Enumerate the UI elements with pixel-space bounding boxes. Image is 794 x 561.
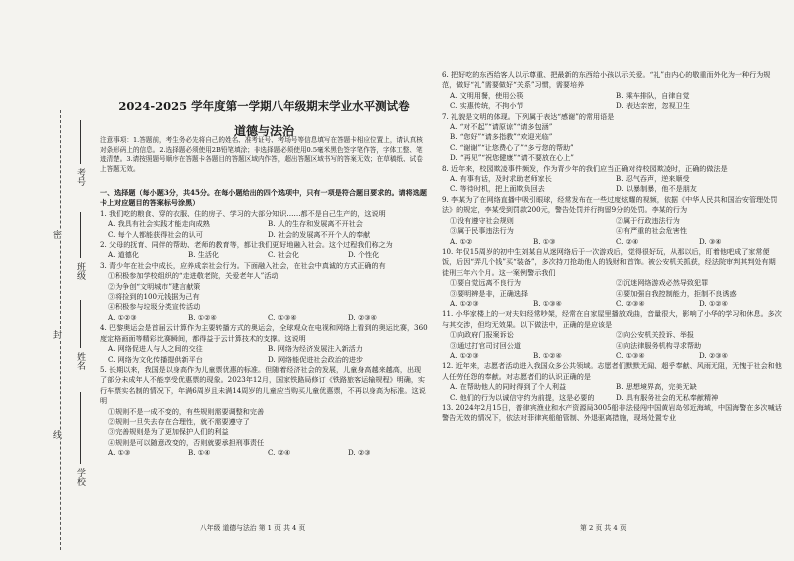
option-c[interactable]: C. “谢谢”“让您费心了”“多亏您的帮助” bbox=[450, 142, 574, 152]
option-a[interactable]: A. 我具有社会实践才能走向成熟 bbox=[108, 219, 210, 229]
statement: ④向法律服务机构寻求帮助 bbox=[616, 340, 702, 350]
statement: ①没有遵守社会规则 bbox=[450, 215, 514, 225]
binding-strip bbox=[0, 0, 96, 561]
option-d[interactable]: D. 社会的发展离不开个人的奉献 bbox=[268, 229, 371, 239]
option-d[interactable]: D. 个性化 bbox=[348, 250, 380, 260]
option-d[interactable]: D. ③④ bbox=[699, 236, 722, 246]
option-d[interactable]: D. ②③④ bbox=[348, 312, 378, 322]
option-a[interactable]: A. “对不起”“请原谅”“请多包涵” bbox=[450, 122, 553, 132]
school-blank[interactable] bbox=[80, 392, 81, 464]
question-stem: 13. 2024年2月15日，普律宾渔业和水产资源局3005船非法侵闯中国黄岩岛邻近海域，中国海警在多次喊话警告无效的情况下，依法对菲律宾船舶管制、外退驱离措施，现场处置专业 bbox=[442, 403, 782, 423]
statement: ③将捡到的100元钱据为己有 bbox=[108, 292, 200, 302]
class-blank[interactable] bbox=[80, 212, 81, 258]
exam-no-blank[interactable] bbox=[80, 120, 81, 164]
exam-subject: 道德与法治 bbox=[233, 124, 294, 138]
option-b[interactable]: B. ①③ bbox=[533, 236, 556, 246]
option-c[interactable]: C. 他们的行为以诚信守约为前提，这是必要的 bbox=[450, 392, 595, 402]
option-a[interactable]: A. ①②③ bbox=[450, 298, 479, 308]
page-footer-left: 八年级 道德与法治 第 1 页 共 4 页 bbox=[200, 524, 306, 532]
option-a[interactable]: A. 有事有话，及时求助老师家长 bbox=[450, 174, 552, 184]
question-10 bbox=[442, 247, 782, 309]
option-b[interactable]: B. ①③④ bbox=[533, 298, 562, 308]
question-8 bbox=[442, 164, 782, 195]
statement: ③要明辨是非，正确选择 bbox=[450, 288, 529, 298]
question-stem: 6. 把好吃的东西给客人以示尊重、把最新的东西给小孩以示关爱。“礼”由内心的敬重而外化为一种行为规范，做好“礼”需要做好“关系”习惯，需要培养 bbox=[442, 70, 771, 90]
statement: ②沉迷网络游戏必然导致犯罪 bbox=[616, 278, 709, 288]
option-d[interactable]: D. 具有服务社会的无私奉献精神 bbox=[616, 392, 719, 402]
exam-notice: 注意事项：1.答题前，考生务必先将自己的姓名、准考证号、考场号等信息填写在答题卡相应位置上，请认真核对条形码上的信息。2.选择题必须使用2B铅笔填涂；非选择题必须使用0.5毫米黑色签字笔作答，字体工整、笔迹清楚。3.请按照题号顺序在答题卡各题目的答题区域内作答，超出答题区域书写的答案无效；在草稿纸、试卷上答题无效。 bbox=[100, 136, 423, 173]
option-c[interactable]: C. ①③④ bbox=[616, 350, 645, 360]
option-b[interactable]: B. 忍气吞声，逆来顺受 bbox=[616, 174, 690, 184]
question-11 bbox=[442, 309, 782, 361]
option-c[interactable]: C. 社会化 bbox=[268, 250, 299, 260]
question-stem: 8. 近年来，校园欺凌事件频发，作为青少年的我们应当正确对待校园欺凌时，正确的做法是 bbox=[442, 163, 728, 173]
question-stem: 9. 李某为了在网络直播中吸引眼球，经常发布在一些过度炫耀的视频，依据《中华人民共和国治安管理处罚法》的规定，李某受到罚款200元，警告处罚并行拘留9分的处罚。李某的行为 bbox=[442, 194, 778, 215]
option-b[interactable]: B. ①②④ bbox=[188, 312, 217, 322]
statement: ②为争创“文明城市”建言献策 bbox=[108, 281, 201, 291]
question-stem: 4. 巴黎奥运会是首届云计算作为主要转播方式的奥运会，全球观众在电视和网络上看到的奥运比赛，360度定格画面等精彩比赛瞬间，都得益于云计算技术的支撑。这说明 bbox=[100, 323, 428, 343]
question-stem: 7. 礼貌是文明的体现。下列属于表达“感谢”的常用语是 bbox=[442, 111, 615, 121]
seal-line-char-1: 密 bbox=[51, 230, 61, 239]
option-c[interactable]: C. ②④ bbox=[616, 236, 639, 246]
option-d[interactable]: D. 表达亲密，忽视卫生 bbox=[616, 101, 690, 111]
question-7 bbox=[442, 112, 782, 164]
exam-title: 2024-2025 学年度第一学期八年级期末学业水平测试卷 bbox=[118, 99, 410, 113]
option-d[interactable]: D. ②③ bbox=[348, 448, 371, 458]
question-9 bbox=[442, 195, 782, 247]
name-blank[interactable] bbox=[80, 300, 81, 348]
section-heading: 一、选择题（每小题3分，共45分。在每小题给出的四个选项中，只有一项是符合题目要求的。请将选题卡上对应题目的答案标号涂黑） bbox=[100, 188, 427, 208]
question-stem: 10. 年仅15周岁的初中生刘某自从迷网络后于一次游戏后，觉得很好玩，从那以后，盯着他吧成了家常便饭，后因“弄几个钱”买“装备”，多次持刀抢劫他人的钱财和首饰。被公安机关抓获，经法院审判其判处有期徒刑三年六个月。这一案例警示我们 bbox=[442, 246, 776, 277]
option-c[interactable]: C. ②④ bbox=[268, 448, 291, 458]
option-b[interactable]: B. 生活化 bbox=[188, 250, 220, 260]
question-stem: 11. 小华家楼上的一对夫妇经常吵架，经常在自家屋里播放戏曲，音量很大，影响了小华的学习和休息。多次与其交涉，但均无效果。以下做法中，正确的是应该是 bbox=[442, 309, 782, 329]
question-stem: 2. 父母的抚育、同伴的帮助、老师的教育等，都让我们更好地融入社会。这个过程我们称之为 bbox=[100, 240, 393, 250]
option-c[interactable]: C. 每个人都能获得社会的认可 bbox=[108, 229, 203, 239]
right-column bbox=[442, 70, 782, 424]
question-3 bbox=[100, 261, 428, 323]
option-c[interactable]: C. 实惠传统，不拘小节 bbox=[450, 101, 524, 111]
statement: ②规则一旦失去存在合理性，就不需要遵守了 bbox=[108, 416, 250, 426]
option-a[interactable]: A. ①②③ bbox=[108, 312, 137, 322]
option-b[interactable]: B. 网络为经济发展注入新活力 bbox=[268, 344, 363, 354]
statement: ③通过打官司讨回公道 bbox=[450, 340, 521, 350]
option-a[interactable]: A. 在帮助他人的同时得到了个人利益 bbox=[450, 382, 567, 392]
statement: ①要自觉远离不良行为 bbox=[450, 278, 521, 288]
option-b[interactable]: B. 人的生存和发展离不开社会 bbox=[268, 219, 363, 229]
option-a[interactable]: A. 道德化 bbox=[108, 250, 139, 260]
question-6 bbox=[442, 70, 782, 112]
question-stem: 1. 我们吃的粮食、穿的衣服、住的房子、学习的大部分知识……都不是自己生产的，这说明 bbox=[100, 208, 386, 218]
option-c[interactable]: C. 等待时机，把上面欺负回去 bbox=[450, 184, 545, 194]
option-c[interactable]: C. ②③④ bbox=[616, 298, 645, 308]
option-d[interactable]: D. ②③④ bbox=[699, 350, 729, 360]
statement: ④有严重的社会危害性 bbox=[616, 226, 687, 236]
statement: ④积极参与垃圾分类宣传活动 bbox=[108, 302, 201, 312]
question-2 bbox=[100, 240, 428, 261]
statement: ①积极参加学校组织的“走进敬老院，关爱老年人”活动 bbox=[108, 271, 279, 281]
page-footer-right: 第 2 页 共 4 页 bbox=[580, 524, 627, 532]
seal-line-char-3: 线 bbox=[51, 430, 61, 439]
question-stem: 3. 青少年在社会中成长，应养成亲社会行为。下面融入社会，在社会中真诚的方式正确的有 bbox=[100, 260, 386, 270]
option-c[interactable]: C. 网络为文化传播提供新平台 bbox=[108, 354, 203, 364]
seal-line-char-2: 封 bbox=[51, 330, 61, 339]
statement: ②属于行政违法行为 bbox=[616, 215, 680, 225]
option-a[interactable]: A. ①③ bbox=[108, 448, 131, 458]
option-a[interactable]: A. ①②③ bbox=[450, 350, 479, 360]
question-12 bbox=[442, 361, 782, 403]
statement: ④规则是可以随意改变的，否则就要承担刑事责任 bbox=[108, 437, 265, 447]
statement: ①规则不是一成不变的，有些规则需要调整和完善 bbox=[108, 406, 265, 416]
statement: ④要加强自我控制能力，拒制不良诱惑 bbox=[616, 288, 737, 298]
question-1 bbox=[100, 209, 428, 240]
option-a[interactable]: A. 文明用餐，使用公筷 bbox=[450, 90, 524, 100]
question-4 bbox=[100, 323, 428, 365]
question-stem: 5. 长期以来，我国是以身高作为儿童票优惠的标准。但随着经济社会的发展，儿童身高越来越高，出现了部分未成年人不能享受优惠票的现象。2023年12月，国家铁路局修订《铁路旅客运输规程》明确，实行车票实名制的情况下，年满6周岁且未满14周岁的儿童应当购买儿童优惠票，不再以身高为标准。这说明 bbox=[100, 364, 426, 406]
option-b[interactable]: B. 思想境界高，完美无缺 bbox=[616, 382, 697, 392]
option-b[interactable]: B. ①②④ bbox=[533, 350, 562, 360]
option-c[interactable]: C. ①③④ bbox=[268, 312, 297, 322]
statement: ①向政府门报案诉讼 bbox=[450, 330, 514, 340]
option-d[interactable]: D. “再见”“祝您健康”“请不要放在心上” bbox=[450, 153, 574, 163]
question-5 bbox=[100, 365, 428, 459]
option-d[interactable]: D. ①②④ bbox=[699, 298, 729, 308]
option-b[interactable]: B. “您好”“请多指教”“欢迎光临” bbox=[450, 132, 553, 142]
left-column bbox=[100, 188, 428, 459]
option-a[interactable]: A. ①② bbox=[450, 236, 473, 246]
option-a[interactable]: A. 网络促进人与人之间的交往 bbox=[108, 344, 203, 354]
school-label: 学校 bbox=[75, 468, 85, 486]
option-d[interactable]: D. 网络能促进社会政治的进步 bbox=[268, 354, 364, 364]
statement: ③完善规则是为了更加保护人们的利益 bbox=[108, 427, 229, 437]
statement: ③属于民事违法行为 bbox=[450, 226, 514, 236]
exam-no-label: 考号 bbox=[75, 168, 85, 186]
option-d[interactable]: D. 以暴制暴，他不是朋友 bbox=[616, 184, 697, 194]
option-b[interactable]: B. 乘车排队，自律自觉 bbox=[616, 90, 690, 100]
question-13 bbox=[442, 403, 782, 424]
question-stem: 12. 近年来，志愿者活动进入我国众多公共领域。志愿者们默默无闻、超乎奉献、风雨无阻，无愧于社会和他人任劳任怨的奉献。对志愿者们的认识正确的是 bbox=[442, 361, 782, 381]
class-label: 班级 bbox=[75, 262, 85, 280]
name-label: 姓名 bbox=[75, 352, 85, 370]
statement: ②向公安机关投诉、举报 bbox=[616, 330, 695, 340]
option-b[interactable]: B. ①④ bbox=[188, 448, 211, 458]
